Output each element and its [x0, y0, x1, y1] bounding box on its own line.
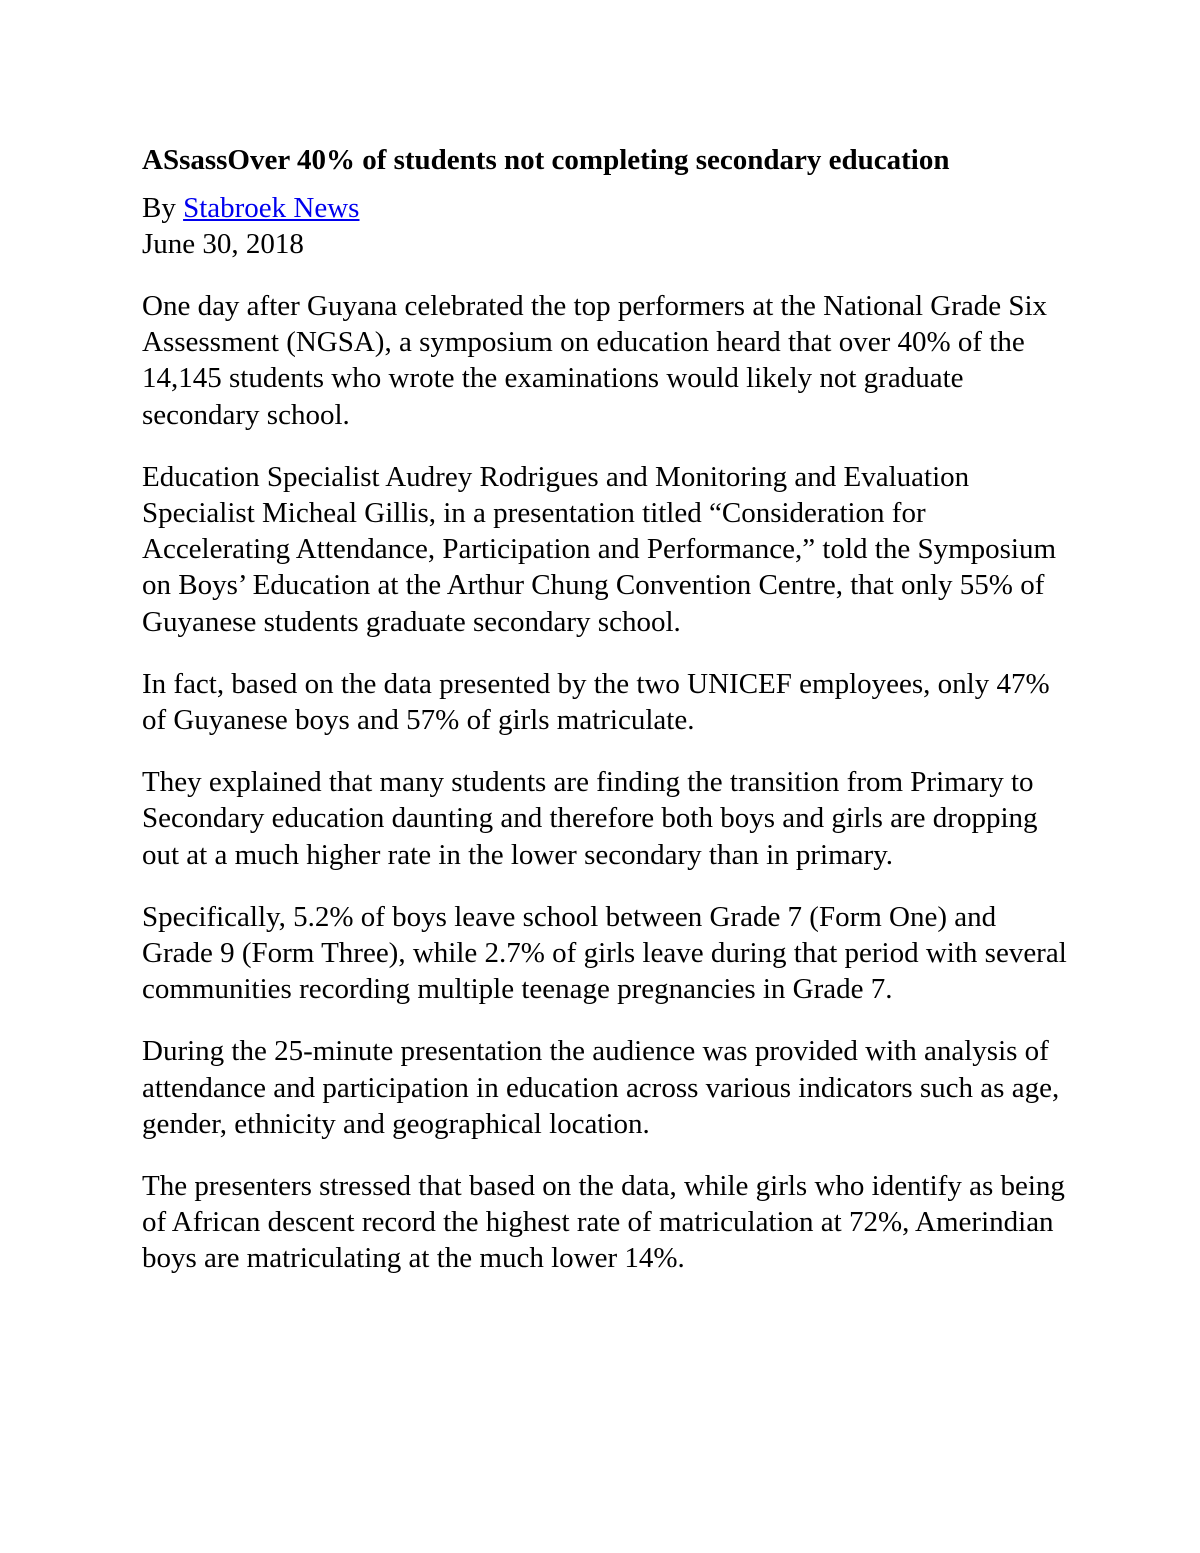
paragraph-7: The presenters stressed that based on the data, while girls who identify as being of African descent record the highest rate of matriculation at 72%, Amerindian boys are matriculating at the much lower 14%. [142, 1170, 1065, 1275]
paragraph-6: During the 25-minute presentation the audience was provided with analysis of attendance and participation in education across various indicators such as age, gender, ethnicity and geographical location. [142, 1035, 1060, 1140]
article [142, 140, 1072, 1303]
author-link[interactable]: Stabroek News [183, 192, 360, 224]
paragraph-3: In fact, based on the data presented by the two UNICEF employees, only 47% of Guyanese boys and 57% of girls matriculate. [142, 667, 1050, 737]
paragraph-5: Specifically, 5.2% of boys leave school between Grade 7 (Form One) and Grade 9 (Form Three), while 2.7% of girls leave during that period with several communities recording multiple teenage pregnancies in Grade 7. [142, 900, 1067, 1006]
paragraph-1: One day after Guyana celebrated the top performers at the National Grade Six Assessment (NGSA), a symposium on education heard that over 40% of the 14,145 students who wrote the examinations would likely not graduate secondary school. [142, 290, 1048, 431]
byline-prefix: By [142, 192, 184, 224]
publish-date: June 30, 2018 [142, 228, 304, 260]
paragraph-4: They explained that many students are finding the transition from Primary to Secondary education daunting and therefore both boys and girls are dropping out at a much higher rate in the lower secondary than in primary. [142, 766, 1038, 871]
article-headline: ASsassOver 40% of students not completing secondary education [142, 144, 950, 176]
byline [142, 190, 1072, 226]
paragraph-2: Education Specialist Audrey Rodrigues and Monitoring and Evaluation Specialist Micheal Gillis, in a presentation titled “Consideration for Accelerating Attendance, Participation and Performance,” told the Symposium on Boys’ Education at the Arthur Chung Convention Centre, that only 55% of Guyanese students graduate secondary school. [142, 460, 1057, 638]
